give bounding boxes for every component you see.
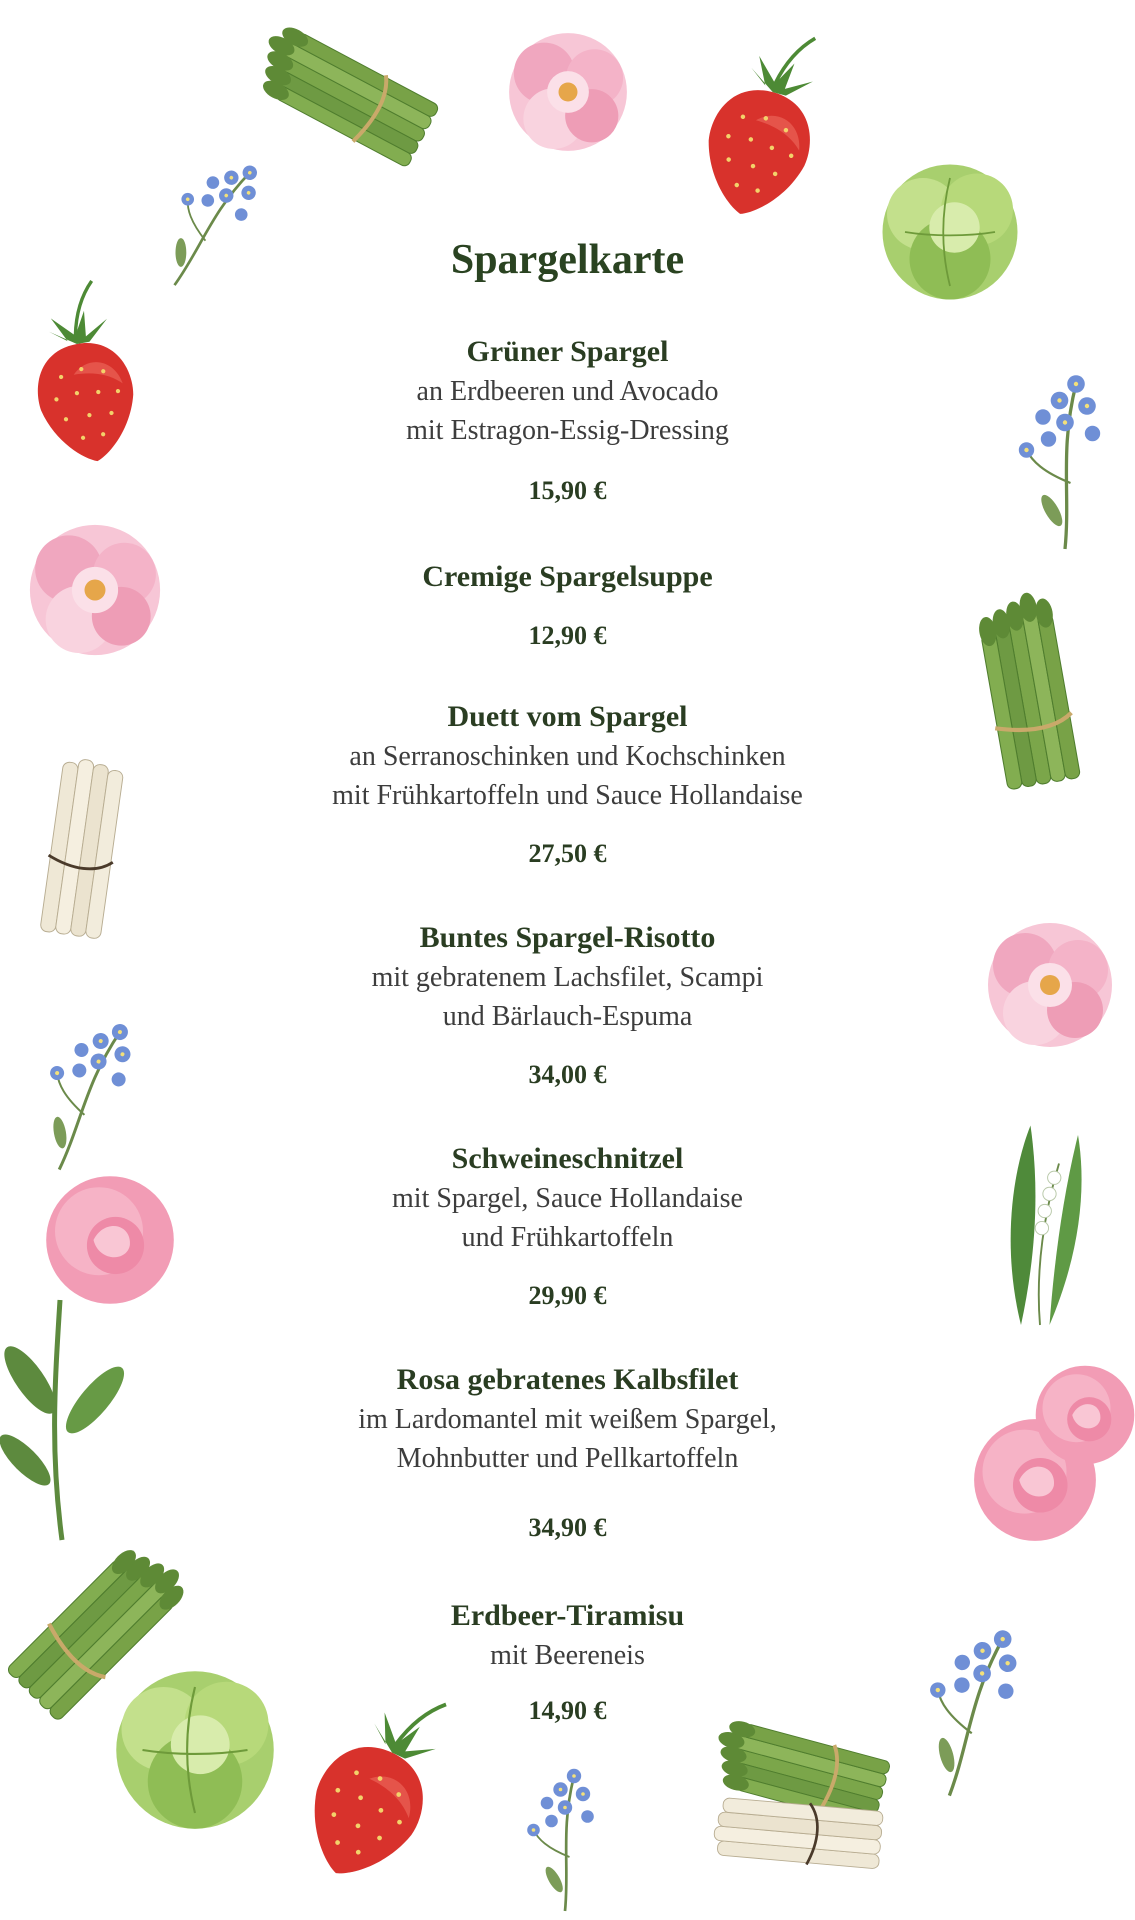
dish-description: mit gebratenem Lachsfilet, Scampi xyxy=(371,962,764,993)
dish-spargel-risotto xyxy=(0,918,1135,1036)
dish-price: 14,90 € xyxy=(528,1696,607,1725)
dish-price: 27,50 € xyxy=(528,839,607,868)
dish-description: mit Estragon-Essig-Dressing xyxy=(406,415,729,446)
dish-name: Grüner Spargel xyxy=(466,335,669,368)
dish-description: mit Spargel, Sauce Hollandaise xyxy=(392,1183,743,1214)
dish-description: an Serranoschinken und Kochschinken xyxy=(349,741,786,772)
dish-description: an Erdbeeren und Avocado xyxy=(416,376,719,407)
dish-name: Schweineschnitzel xyxy=(451,1142,684,1175)
dish-description: im Lardomantel mit weißem Spargel, xyxy=(358,1404,777,1435)
dish-gruener-spargel xyxy=(0,332,1135,450)
dish-description: mit Frühkartoffeln und Sauce Hollandaise xyxy=(332,780,803,811)
dish-name: Erdbeer-Tiramisu xyxy=(450,1599,685,1632)
dish-price: 29,90 € xyxy=(528,1281,607,1310)
dish-name: Duett vom Spargel xyxy=(447,700,688,733)
dish-price: 34,00 € xyxy=(528,1060,607,1089)
dish-price: 15,90 € xyxy=(528,476,607,505)
dish-name: Cremige Spargelsuppe xyxy=(422,560,713,593)
dish-description: und Frühkartoffeln xyxy=(461,1222,674,1253)
dish-price: 34,90 € xyxy=(528,1513,607,1542)
dish-schweineschnitzel xyxy=(0,1139,1135,1257)
menu-title: Spargelkarte xyxy=(450,237,685,283)
dish-erdbeer-tiramisu xyxy=(0,1596,1135,1675)
dish-name: Rosa gebratenes Kalbsfilet xyxy=(396,1363,739,1396)
dish-description: mit Beereneis xyxy=(490,1640,645,1671)
dish-name: Buntes Spargel-Risotto xyxy=(419,921,716,954)
dish-duett-vom-spargel xyxy=(0,697,1135,815)
dish-description: und Bärlauch-Espuma xyxy=(442,1001,693,1032)
dish-spargelsuppe xyxy=(0,557,1135,597)
dish-description: Mohnbutter und Pellkartoffeln xyxy=(396,1443,739,1474)
dish-kalbsfilet xyxy=(0,1360,1135,1478)
dish-price: 12,90 € xyxy=(528,621,607,650)
